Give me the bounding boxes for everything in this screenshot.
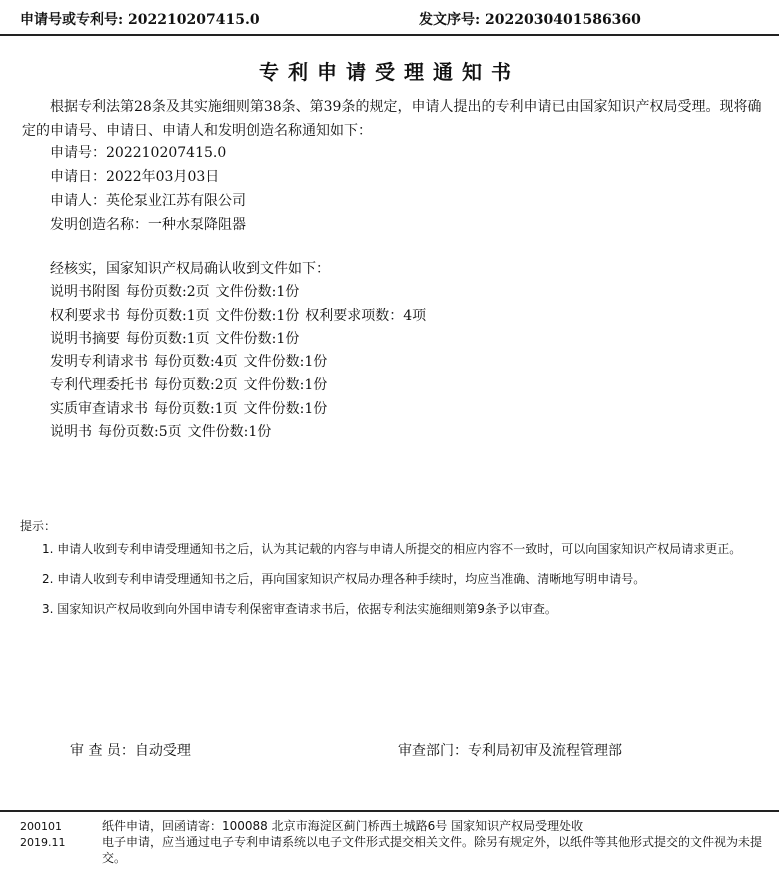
form-code: 200101	[20, 820, 62, 833]
tips-section	[20, 517, 765, 630]
document-item	[50, 398, 426, 421]
document-copies: 文件份数:1份	[215, 330, 300, 347]
field-application-number	[50, 141, 246, 165]
examiner	[70, 740, 191, 760]
document-pages: 每份页数:1页	[126, 330, 210, 347]
tip-item: 1. 申请人收到专利申请受理通知书之后，认为其记载的内容与申请人所提交的相应内容不一致时，可以向国家知识产权局请求更正。	[42, 542, 742, 556]
field-value: 202210207415.0	[106, 145, 227, 161]
examining-department	[398, 740, 622, 760]
document-item	[50, 281, 426, 304]
document-copies: 文件份数:1份	[215, 307, 300, 324]
application-fields	[50, 141, 246, 237]
document-pages: 每份页数:2页	[126, 284, 210, 301]
document-copies: 文件份数:1份	[243, 354, 328, 371]
document-title: 专利申请受理通知书	[259, 60, 520, 84]
document-header	[0, 0, 779, 36]
examiner-label: 审 查 员：	[70, 743, 135, 759]
document-item	[50, 328, 426, 351]
serial-number-value: 2022030401586360	[485, 12, 641, 28]
document-name: 权利要求书	[50, 307, 120, 324]
document-item	[50, 421, 426, 444]
field-value: 英伦泵业江苏有限公司	[106, 193, 246, 209]
department-label: 审查部门：	[398, 743, 468, 759]
application-number-value: 202210207415.0	[128, 12, 260, 28]
tip-item: 3. 国家知识产权局收到向外国申请专利保密审查请求书后，依据专利法实施细则第9条予以审查。	[42, 602, 557, 616]
document-name: 说明书附图	[50, 284, 120, 301]
field-application-date	[50, 165, 246, 189]
document-item	[50, 374, 426, 397]
application-number-label: 申请号或专利号:	[20, 12, 124, 28]
document-item	[50, 305, 426, 328]
field-value: 2022年03月03日	[106, 169, 220, 185]
document-pages: 每份页数:1页	[154, 400, 238, 417]
document-name: 实质审查请求书	[50, 400, 148, 417]
documents-heading: 经核实，国家知识产权局确认收到文件如下：	[50, 261, 330, 277]
field-label: 申请人：	[50, 193, 106, 209]
field-invention-name	[50, 213, 246, 237]
document-pages: 每份页数:2页	[154, 377, 238, 394]
document-copies: 文件份数:1份	[243, 400, 328, 417]
department-value: 专利局初审及流程管理部	[468, 743, 622, 759]
tip-item: 2. 申请人收到专利申请受理通知书之后，再向国家知识产权局办理各种手续时，均应当准确、清晰地写明申请号。	[42, 572, 646, 586]
examiner-value: 自动受理	[134, 743, 191, 759]
serial-number-label: 发文序号:	[419, 12, 481, 28]
paper-submission-note: 纸件申请，回函请寄：100088 北京市海淀区蓟门桥西土城路6号 国家知识产权局受理处收	[102, 819, 584, 833]
document-copies: 文件份数:1份	[187, 424, 272, 441]
document-name: 说明书	[50, 424, 92, 441]
field-label: 申请号：	[50, 145, 106, 161]
document-footer	[0, 810, 779, 865]
electronic-submission-note: 电子申请，应当通过电子专利申请系统以电子文件形式提交相关文件。除另有规定外，以纸件等其他形式提交的文件视为未提交。	[102, 835, 763, 865]
document-item	[50, 351, 426, 374]
document-claims-count: 权利要求项数：4项	[305, 307, 427, 324]
document-name: 说明书摘要	[50, 330, 120, 347]
application-number	[20, 9, 260, 29]
document-pages: 每份页数:5页	[98, 424, 182, 441]
serial-number	[419, 9, 641, 29]
field-label: 申请日：	[50, 169, 106, 185]
form-version: 2019.11	[20, 836, 66, 849]
field-applicant	[50, 189, 246, 213]
document-pages: 每份页数:1页	[126, 307, 210, 324]
document-copies: 文件份数:1份	[243, 377, 328, 394]
intro-paragraph: 根据专利法第28条及其实施细则第38条、第39条的规定，申请人提出的专利申请已由国家知识产权局受理。现将确定的申请号、申请日、申请人和发明创造名称通知如下：	[22, 99, 762, 139]
received-documents	[50, 258, 426, 444]
field-value: 一种水泵降阻器	[148, 217, 246, 233]
document-pages: 每份页数:4页	[154, 354, 238, 371]
document-name: 发明专利请求书	[50, 354, 148, 371]
field-label: 发明创造名称：	[50, 217, 148, 233]
tips-heading: 提示：	[20, 519, 57, 533]
document-copies: 文件份数:1份	[215, 284, 300, 301]
document-name: 专利代理委托书	[50, 377, 148, 394]
